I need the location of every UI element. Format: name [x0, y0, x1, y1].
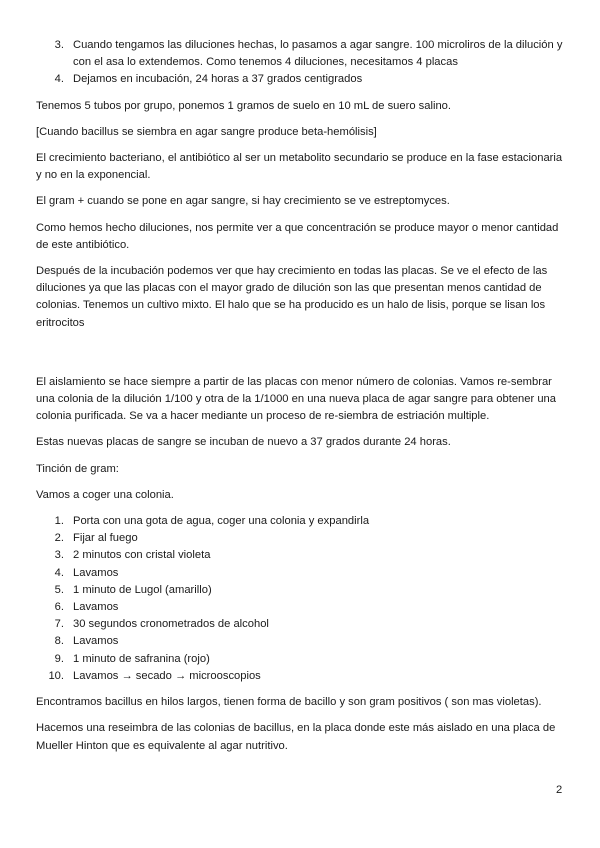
page-number: 2 [556, 784, 563, 796]
list-item-text: Lavamos [73, 635, 119, 648]
list-item-text: 1 minuto de Lugol (amarillo) [73, 583, 212, 596]
page-content [36, 37, 564, 755]
paragraph: El aislamiento se hace siempre a partir de las placas con menor número de colonias. Vamos re-sembrar una colonia de la dilución 1/100 y otra de la 1/1000 en una nueva placa de agar sangre para obtener una colonia purificada. Se va a hacer mediante un proceso de re-siembra de estriación multiple. [36, 375, 556, 423]
list-item-text: Lavamos [73, 566, 119, 579]
paragraph: Tenemos 5 tubos por grupo, ponemos 1 gramos de suelo en 10 mL de suero salino. [36, 99, 452, 112]
list-item-text: 1 minuto de safranina (rojo) [73, 652, 210, 665]
list-item-text: Cuando tengamos las diluciones hechas, lo pasamos a agar sangre. 100 microliros de la dilución y con el asa lo extendemos. Como tenemos 4 diluciones, necesitamos 4 placas [73, 39, 563, 69]
paragraph: Encontramos bacillus en hilos largos, tienen forma de bacillo y son gram positivos ( son mas violetas). [36, 696, 542, 709]
list-item-text: Fijar al fuego [73, 532, 138, 545]
list-item: 3. Cuando tengamos las diluciones hechas, lo pasamos a agar sangre. 100 microliros de la dilución y con el asa lo extendemos. Como tenemos 4 diluciones, necesitamos 4 placas [54, 39, 563, 69]
list-item: 7. 30 segundos cronometrados de alcohol [54, 618, 269, 631]
list-item-text: 2 minutos con cristal violeta [73, 549, 211, 562]
list-item: 8. Lavamos [54, 635, 119, 648]
list-item: 4. Lavamos [54, 566, 119, 579]
list-item-text: 30 segundos cronometrados de alcohol [73, 618, 269, 631]
list-item-text: Dejamos en incubación, 24 horas a 37 grados centigrados [73, 73, 363, 86]
list-item: 1. Porta con una gota de agua, coger una colonia y expandirla [54, 515, 370, 528]
list-item-text: Porta con una gota de agua, coger una colonia y expandirla [73, 515, 370, 528]
list-item-text: Lavamos [73, 601, 119, 614]
list-item: 6. Lavamos [54, 601, 119, 614]
gram-stain-steps [36, 513, 564, 685]
list-item: 2. Fijar al fuego [54, 532, 138, 545]
paragraph: Vamos a coger una colonia. [36, 488, 174, 501]
paragraph: [Cuando bacillus se siembra en agar sangre produce beta-hemólisis] [36, 125, 377, 138]
paragraph: Después de la incubación podemos ver que hay crecimiento en todas las placas. Se ve el efecto de las diluciones ya que las placas con el mayor grado de dilución son las que presentan menos cantidad de colonias. Tenemos un cultivo mixto. El halo que se ha producido es un halo de lisis, porque se lisan los eritrocitos [36, 265, 548, 329]
list-item: 9. 1 minuto de safranina (rojo) [54, 652, 210, 665]
paragraph: Como hemos hecho diluciones, nos permite ver a que concentración se produce mayor o menor cantidad de este antibiótico. [36, 221, 559, 251]
list-item-text: Lavamos → secado → microoscopios [73, 669, 261, 682]
list-item: 5. 1 minuto de Lugol (amarillo) [54, 583, 212, 596]
paragraph: Estas nuevas placas de sangre se incuban de nuevo a 37 grados durante 24 horas. [36, 436, 451, 449]
list-item: 10. Lavamos → secado → microoscopios [48, 669, 261, 682]
paragraph: El crecimiento bacteriano, el antibiótico al ser un metabolito secundario se produce en la fase estacionaria y no en la exponencial. [36, 152, 563, 182]
section-heading: Tinción de gram: [36, 462, 119, 475]
paragraph: Hacemos una reseimbra de las colonias de bacillus, en la placa donde este más aislado en una placa de Mueller Hinton que es equivalente al agar nutritivo. [36, 722, 556, 752]
list-item: 4. Dejamos en incubación, 24 horas a 37 grados centigrados [54, 73, 363, 86]
paragraph: El gram + cuando se pone en agar sangre, si hay crecimiento se ve estreptomyces. [36, 195, 450, 208]
procedure-list-continued [36, 37, 564, 89]
list-item: 3. 2 minutos con cristal violeta [54, 549, 211, 562]
